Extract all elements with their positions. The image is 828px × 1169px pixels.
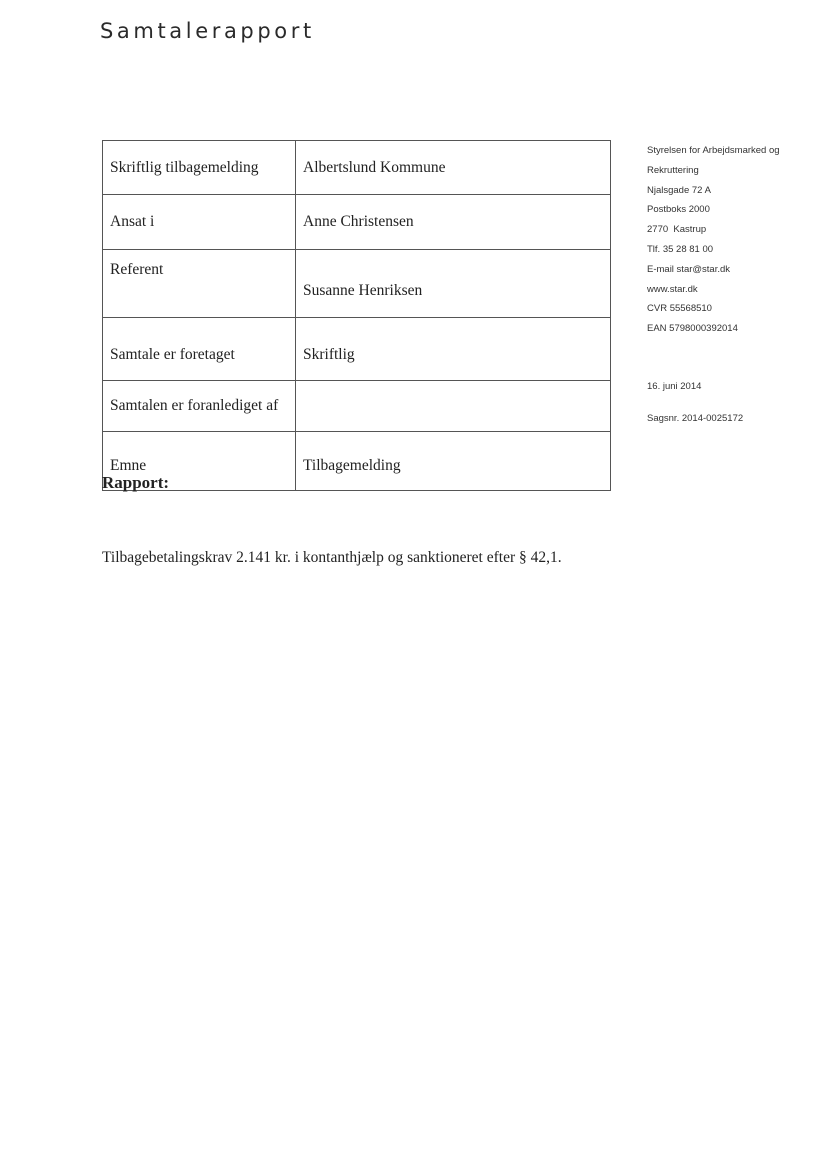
row-label: Skriftlig tilbagemelding <box>103 141 296 195</box>
row-label: Referent <box>103 250 296 318</box>
report-heading: Rapport: <box>102 473 170 492</box>
sender-web: www.star.dk <box>647 283 698 295</box>
row-label: Samtale er foretaget <box>103 318 296 381</box>
sender-street: Njalsgade 72 A <box>647 184 711 196</box>
sender-cvr: CVR 55568510 <box>647 303 712 315</box>
row-label: Ansat i <box>103 195 296 250</box>
row-value: Skriftlig <box>296 318 611 381</box>
table-row <box>103 141 611 195</box>
document-date: 16. juni 2014 <box>647 381 702 392</box>
row-label: Emne <box>103 432 296 491</box>
table-row <box>103 381 611 432</box>
sender-name-line2: Rekruttering <box>647 164 699 176</box>
sender-name-line1: Styrelsen for Arbejdsmarked og <box>647 145 780 156</box>
row-value: Albertslund Kommune <box>296 141 611 195</box>
row-value <box>296 381 611 432</box>
sender-ean: EAN 5798000392014 <box>647 323 738 335</box>
conversation-info-table <box>102 140 611 491</box>
sender-city: 2770 Kastrup <box>647 224 707 236</box>
page-title: Samtalerapport <box>100 19 315 43</box>
sender-email: E-mail star@star.dk <box>647 263 731 275</box>
sender-phone: Tlf. 35 28 81 00 <box>647 243 714 255</box>
sender-block <box>647 144 822 424</box>
row-value: Tilbagemelding <box>296 432 611 491</box>
case-number: Sagsnr. 2014-0025172 <box>647 413 744 424</box>
table-row <box>103 318 611 381</box>
row-value: Susanne Henriksen <box>296 250 611 318</box>
table-row <box>103 195 611 250</box>
report-body: Tilbagebetalingskrav 2.141 kr. i kontanthjælp og sanktioneret efter § 42,1. <box>102 549 562 566</box>
row-value: Anne Christensen <box>296 195 611 250</box>
sender-po-box: Postboks 2000 <box>647 204 710 216</box>
row-label: Samtalen er foranlediget af <box>103 381 296 432</box>
table-row <box>103 432 611 491</box>
table-row <box>103 250 611 318</box>
